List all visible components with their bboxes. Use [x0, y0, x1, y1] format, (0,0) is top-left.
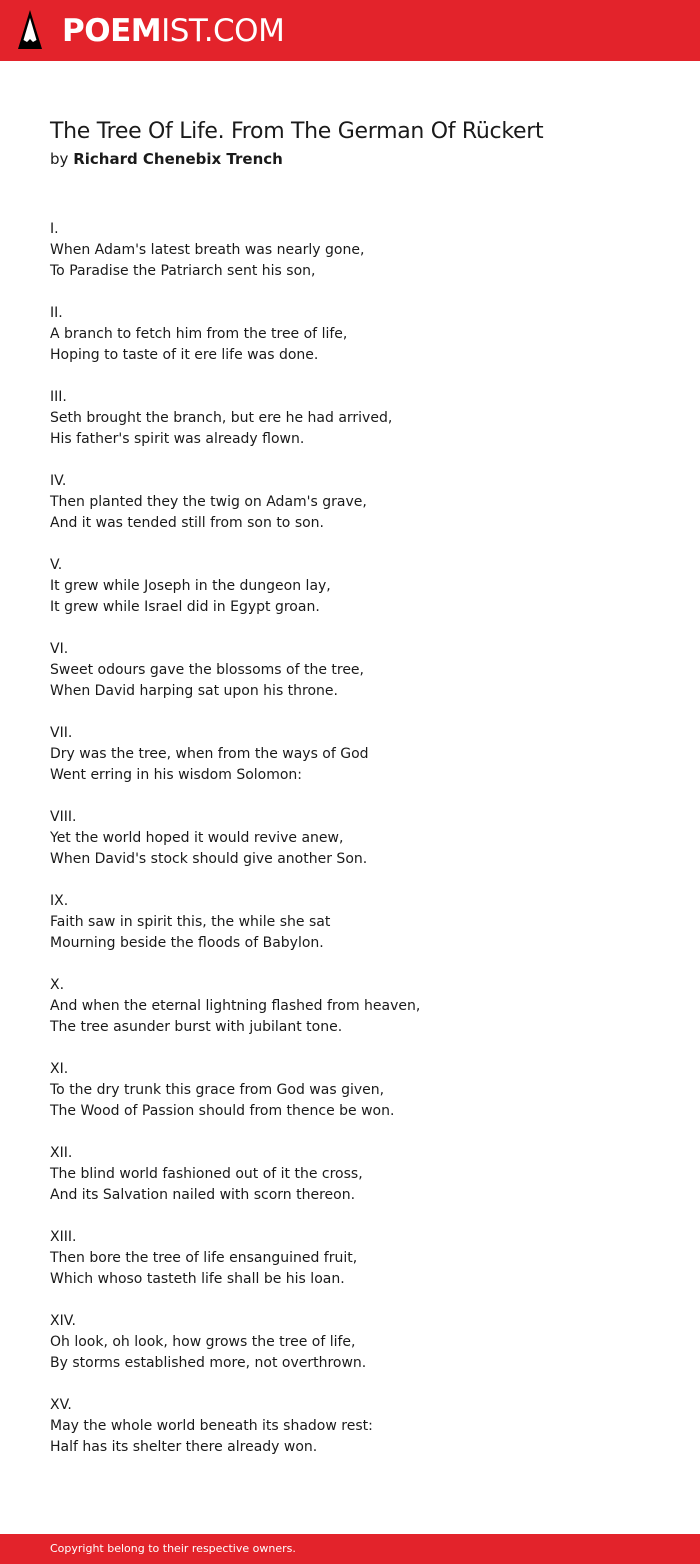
stanza-number: I.: [50, 221, 59, 237]
poem-line: Hoping to taste of it ere life was done.: [50, 347, 319, 363]
stanza: [50, 723, 670, 807]
stanza: [50, 1311, 670, 1395]
stanza-number: XIV.: [50, 1313, 76, 1329]
site-header: [0, 0, 700, 61]
stanza: [50, 387, 670, 471]
stanza: [50, 219, 670, 303]
stanza: [50, 471, 670, 555]
copyright-text: Copyright belong to their respective owners.: [50, 1542, 296, 1555]
poem-line: It grew while Joseph in the dungeon lay,: [50, 578, 331, 594]
poem-line: A branch to fetch him from the tree of life,: [50, 326, 348, 342]
stanza-number: VII.: [50, 725, 73, 741]
site-logo[interactable]: [62, 11, 284, 51]
poem-line: When Adam's latest breath was nearly gone,: [50, 242, 365, 258]
stanza-number: VIII.: [50, 809, 77, 825]
poem-line: By storms established more, not overthrown.: [50, 1355, 367, 1371]
poem-line: Sweet odours gave the blossoms of the tree,: [50, 662, 364, 678]
stanza-number: VI.: [50, 641, 69, 657]
poem-line: It grew while Israel did in Egypt groan.: [50, 599, 320, 615]
stanza: [50, 555, 670, 639]
stanza: [50, 639, 670, 723]
poem-body: [50, 219, 670, 1479]
poem-line: To Paradise the Patriarch sent his son,: [50, 263, 316, 279]
stanza-number: XII.: [50, 1145, 73, 1161]
stanza-number: X.: [50, 977, 65, 993]
poem-byline: [50, 148, 283, 170]
poem-line: The tree asunder burst with jubilant tone.: [50, 1019, 343, 1035]
stanza-number: IX.: [50, 893, 69, 909]
poem-line: Yet the world hoped it would revive anew,: [50, 830, 344, 846]
pencil-tip-icon[interactable]: [17, 9, 43, 51]
poem-line: And its Salvation nailed with scorn thereon.: [50, 1187, 356, 1203]
poem-line: Dry was the tree, when from the ways of God: [50, 746, 369, 762]
stanza-number: IV.: [50, 473, 67, 489]
poem-title: The Tree Of Life. From The German Of Rückert: [50, 119, 544, 144]
stanza: [50, 303, 670, 387]
stanza: [50, 1227, 670, 1311]
poem-line: Which whoso tasteth life shall be his loan.: [50, 1271, 345, 1287]
poem-line: When David's stock should give another Son.: [50, 851, 368, 867]
poem-line: Then bore the tree of life ensanguined fruit,: [50, 1250, 358, 1266]
by-label: by: [50, 150, 69, 168]
poem-line: To the dry trunk this grace from God was given,: [50, 1082, 385, 1098]
poem-line: The Wood of Passion should from thence be won.: [50, 1103, 395, 1119]
logo-bold-text: POEM: [62, 13, 162, 49]
stanza: [50, 1143, 670, 1227]
poem-line: And it was tended still from son to son.: [50, 515, 325, 531]
poem-line: When David harping sat upon his throne.: [50, 683, 338, 699]
poem-line: May the whole world beneath its shadow rest:: [50, 1418, 373, 1434]
stanza: [50, 975, 670, 1059]
poem-line: Mourning beside the floods of Babylon.: [50, 935, 324, 951]
stanza: [50, 1395, 670, 1479]
poem-line: His father's spirit was already flown.: [50, 431, 305, 447]
poem-line: Oh look, oh look, how grows the tree of life,: [50, 1334, 356, 1350]
poem-line: Half has its shelter there already won.: [50, 1439, 318, 1455]
poem-line: Faith saw in spirit this, the while she sat: [50, 914, 331, 930]
stanza-number: V.: [50, 557, 63, 573]
poem-line: And when the eternal lightning flashed from heaven,: [50, 998, 421, 1014]
poem-line: The blind world fashioned out of it the cross,: [50, 1166, 363, 1182]
logo-light-text: IST.COM: [161, 13, 285, 49]
stanza-number: II.: [50, 305, 63, 321]
author-name: Richard Chenebix Trench: [73, 150, 283, 168]
stanza: [50, 807, 670, 891]
stanza: [50, 891, 670, 975]
poem-line: Seth brought the branch, but ere he had arrived,: [50, 410, 393, 426]
poem-line: Then planted they the twig on Adam's grave,: [50, 494, 367, 510]
site-footer: [0, 1534, 700, 1564]
stanza: [50, 1059, 670, 1143]
poem-line: Went erring in his wisdom Solomon:: [50, 767, 303, 783]
stanza-number: XV.: [50, 1397, 72, 1413]
stanza-number: XI.: [50, 1061, 69, 1077]
stanza-number: III.: [50, 389, 67, 405]
stanza-number: XIII.: [50, 1229, 77, 1245]
